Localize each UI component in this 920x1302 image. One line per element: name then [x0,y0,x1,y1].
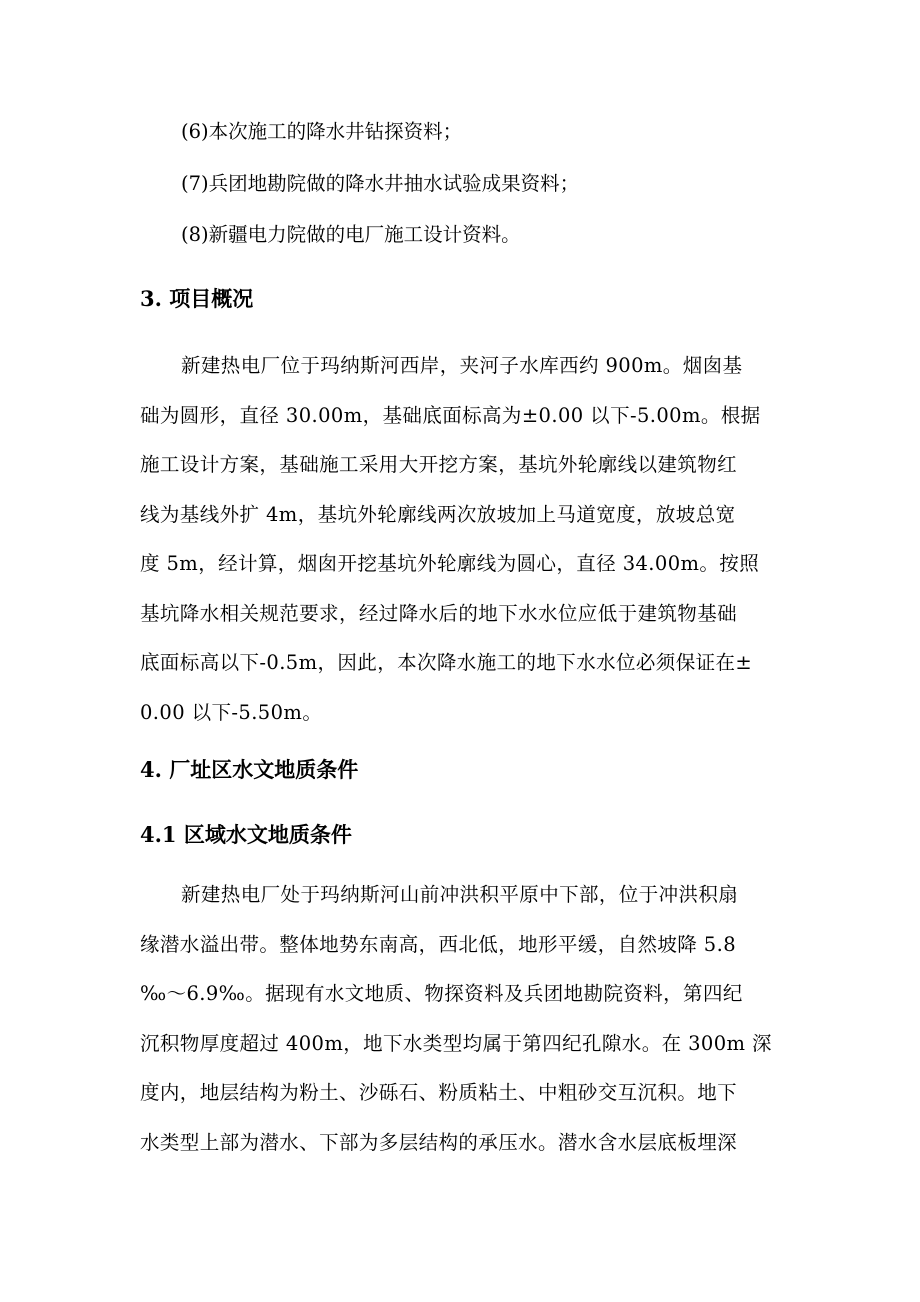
reference-item-7: (7)兵团地勘院做的降水井抽水试验成果资料； [181,172,580,195]
paragraph-line: 线为基线外扩 4m，基坑外轮廓线两次放坡加上马道宽度，放坡总宽 [140,502,736,526]
section-4-1-paragraph [140,870,786,1167]
reference-item-6: (6)本次施工的降水井钻探资料； [181,120,463,143]
section-4-1-heading: 4.1 区域水文地质条件 [140,822,352,847]
paragraph-line: 础为圆形，直径 30.00m，基础底面标高为±0.00 以下-5.00m。根据 [140,403,761,427]
paragraph-line: 水类型上部为潜水、下部为多层结构的承压水。潜水含水层底板埋深 [140,1130,738,1154]
paragraph-line: 度内，地层结构为粉土、沙砾石、粉质粘土、中粗砂交互沉积。地下 [140,1081,738,1104]
paragraph-line: 0.00 以下-5.50m。 [140,700,323,724]
paragraph-line: 度 5m，经计算，烟囱开挖基坑外轮廓线为圆心，直径 34.00m。按照 [140,552,760,575]
paragraph-line: 基坑降水相关规范要求，经过降水后的地下水水位应低于建筑物基础 [140,601,738,625]
paragraph-line: 新建热电厂处于玛纳斯河山前冲洪积平原中下部，位于冲洪积扇 [181,883,739,906]
paragraph-line: 施工设计方案，基础施工采用大开挖方案，基坑外轮廓线以建筑物红 [140,453,738,476]
paragraph-line: 缘潜水溢出带。整体地势东南高，西北低，地形平缓，自然坡降 5.8 [140,932,737,956]
paragraph-line: 底面标高以下-0.5m，因此，本次降水施工的地下水水位必须保证在± [140,651,753,674]
section-4-heading: 4. 厂址区水文地质条件 [140,757,359,782]
section-3-paragraph [140,341,786,737]
reference-item-8: (8)新疆电力院做的电厂施工设计资料。 [181,223,521,246]
paragraph-line: ‰～6.9‰。据现有水文地质、物探资料及兵团地勘院资料，第四纪 [140,982,743,1005]
paragraph-line: 沉积物厚度超过 400m，地下水类型均属于第四纪孔隙水。在 300m 深 [140,1031,772,1055]
section-3-heading: 3. 项目概况 [140,286,254,311]
paragraph-line: 新建热电厂位于玛纳斯河西岸，夹河子水库西约 900m。烟囱基 [181,354,743,377]
